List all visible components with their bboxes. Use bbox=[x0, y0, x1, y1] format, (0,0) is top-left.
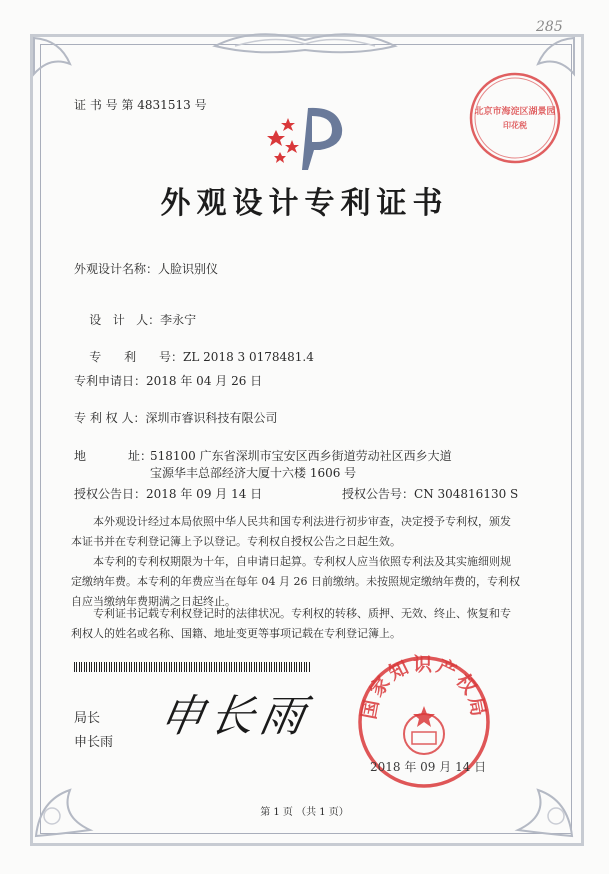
grant-date-row bbox=[74, 487, 262, 501]
stamp-top-right bbox=[467, 70, 563, 166]
grant-number-value: CN 304816130 S bbox=[414, 487, 519, 501]
handwritten-page-number: 285 bbox=[536, 19, 563, 35]
address-label: 地 址： bbox=[74, 449, 152, 463]
certificate-number-suffix: 号 bbox=[194, 98, 207, 112]
grant-date-value: 2018 年 09 月 14 日 bbox=[146, 487, 263, 501]
grant-number-label: 授权公告号： bbox=[342, 487, 415, 501]
paragraph-3-line-1: 专利证书记载专利权登记时的法律状况。专利权的转移、质押、无效、终止、恢复和专 bbox=[93, 607, 511, 620]
designer-row bbox=[74, 299, 196, 341]
grant-date-label: 授权公告日： bbox=[74, 487, 147, 501]
top-ornament bbox=[205, 26, 405, 66]
application-date-row bbox=[74, 374, 262, 388]
cnipa-logo-icon bbox=[258, 100, 354, 172]
grant-number-row bbox=[342, 487, 518, 501]
paragraph-1-line-2: 本证书并在专利登记簿上予以登记。专利权自授权公告之日起生效。 bbox=[71, 535, 401, 548]
document-title: 外观设计专利证书 bbox=[160, 186, 449, 221]
signature-title-line-2: 申长雨 bbox=[74, 735, 114, 750]
application-date-label: 专利申请日： bbox=[74, 374, 147, 388]
designer-label: 设 计 人： bbox=[89, 313, 161, 327]
design-name-row bbox=[74, 262, 218, 276]
seal-text: 国家知识产权局 bbox=[358, 654, 490, 721]
patentee-row bbox=[74, 411, 277, 425]
address-line-1: 518100 广东省深圳市宝安区西乡街道劳动社区西乡大道 bbox=[150, 449, 452, 463]
paragraph-2-line-1: 本专利的专利权期限为十年，自申请日起算。专利权人应当依照专利法及其实施细则规 bbox=[93, 555, 511, 568]
designer-value: 李永宁 bbox=[160, 313, 197, 327]
page-footer: 第 1 页 （共 1 页） bbox=[260, 807, 349, 818]
paragraph-2-line-2: 定缴纳年费。本专利的年费应当在每年 04 月 26 日前缴纳。未按照规定缴纳年费的，专利权 bbox=[71, 575, 520, 588]
corner-ornament-bottom-right bbox=[488, 760, 578, 840]
paragraph-2-line-3: 自应当缴纳年费期满之日起终止。 bbox=[71, 595, 236, 608]
paragraph-2 bbox=[71, 552, 545, 612]
patent-number-label: 专 利 号： bbox=[89, 350, 184, 364]
paragraph-3-line-2: 利权人的姓名或名称、国籍、地址变更等事项记载在专利登记簿上。 bbox=[71, 627, 401, 640]
paragraph-3 bbox=[71, 604, 545, 644]
svg-text:印花税: 印花税 bbox=[503, 121, 527, 130]
signature-title-line-1: 局长 bbox=[74, 711, 101, 726]
patentee-label: 专 利 权 人： bbox=[74, 411, 146, 425]
corner-ornament-bottom-left bbox=[30, 760, 120, 840]
patentee-value: 深圳市睿识科技有限公司 bbox=[145, 411, 278, 425]
paragraph-1 bbox=[71, 512, 545, 552]
certificate-number-label: 证 书 号 第 bbox=[74, 98, 134, 112]
certificate-number: 4831513 bbox=[137, 98, 191, 112]
design-name-label: 外观设计名称： bbox=[74, 262, 159, 276]
seal-date: 2018 年 09 月 14 日 bbox=[370, 760, 487, 774]
design-name-value: 人脸识别仪 bbox=[158, 262, 219, 276]
handwritten-signature: 申长雨 bbox=[155, 691, 315, 742]
stamp-top-right-text: 北京市海淀区湖景园 bbox=[474, 107, 556, 117]
application-date-value: 2018 年 04 月 26 日 bbox=[146, 374, 263, 388]
corner-ornament-top-left bbox=[30, 34, 90, 94]
patent-number-row bbox=[74, 336, 314, 378]
certificate-number-line bbox=[74, 98, 207, 112]
barcode bbox=[74, 662, 310, 672]
patent-number-value: ZL 2018 3 0178481.4 bbox=[183, 350, 314, 364]
address-line-2: 宝源华丰总部经济大厦十六楼 1606 号 bbox=[150, 466, 357, 480]
paragraph-1-line-1: 本外观设计经过本局依照中华人民共和国专利法进行初步审查，决定授予专利权，颁发 bbox=[93, 515, 511, 528]
